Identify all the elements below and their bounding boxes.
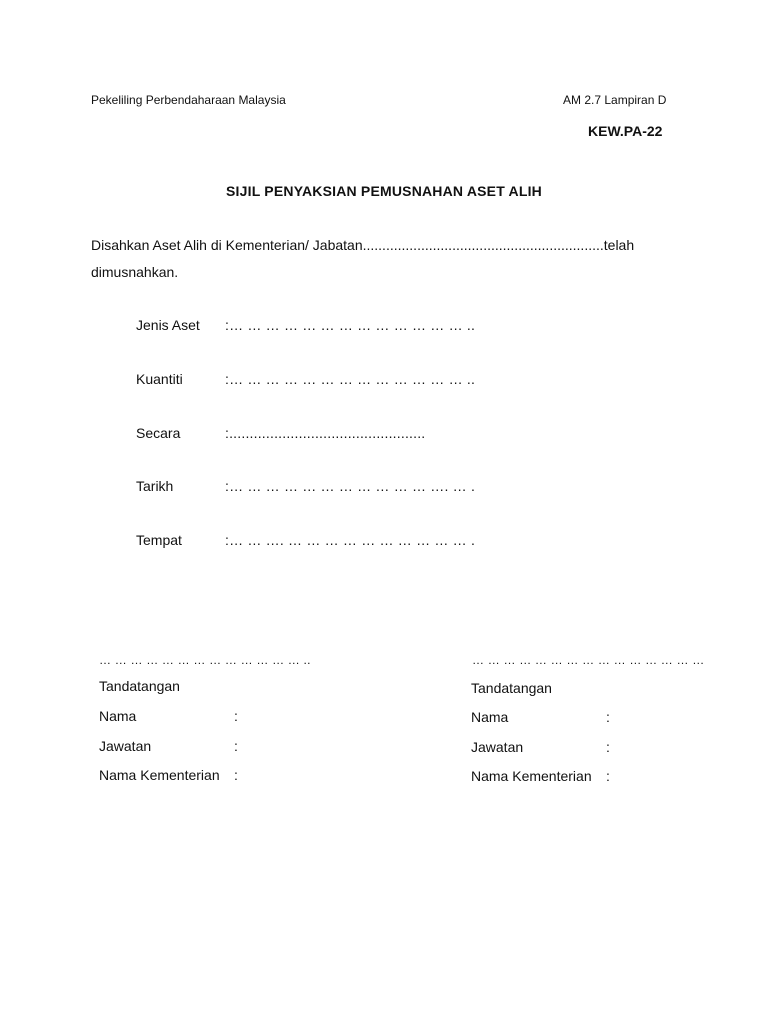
ministry-label-left: Nama Kementerian	[99, 767, 220, 783]
name-colon-right: :	[606, 709, 610, 725]
field-label-quantity: Kuantiti	[136, 371, 183, 387]
field-label-date: Tarikh	[136, 478, 174, 494]
field-value-asset-type: :… … … … … … … … … … … … … ..	[225, 317, 476, 333]
position-label-right: Jawatan	[471, 739, 524, 755]
field-value-quantity: :… … … … … … … … … … … … … ..	[225, 371, 476, 387]
ministry-colon-right: :	[606, 768, 610, 784]
position-label-left: Jawatan	[99, 738, 152, 754]
name-colon-left: :	[234, 708, 238, 724]
form-code: KEW.PA-22	[588, 123, 663, 139]
intro-line-1: Disahkan Aset Alih di Kementerian/ Jabatan..............................................................telah	[91, 237, 635, 253]
appendix-reference: AM 2.7 Lampiran D	[563, 93, 667, 107]
field-label-place: Tempat	[136, 532, 182, 548]
intro-line-2: dimusnahkan.	[91, 264, 179, 280]
document-title: SIJIL PENYAKSIAN PEMUSNAHAN ASET ALIH	[226, 183, 542, 199]
field-value-place: :… … …. … … … … … … … … … … .	[225, 532, 476, 548]
signature-line-right: … … … … … … … … … … … … … … …	[472, 653, 705, 667]
name-label-right: Nama	[471, 709, 509, 725]
field-label-asset-type: Jenis Aset	[136, 317, 200, 333]
ministry-colon-left: :	[234, 767, 238, 783]
field-value-method: :................................................	[225, 425, 426, 441]
position-colon-right: :	[606, 739, 610, 755]
position-colon-left: :	[234, 738, 238, 754]
signature-line-left: … … … … … … … … … … … … … ..	[99, 653, 311, 667]
signature-label-right: Tandatangan	[471, 680, 552, 696]
name-label-left: Nama	[99, 708, 137, 724]
field-value-date: :… … … … … … … … … … … …. … .	[225, 478, 476, 494]
field-label-method: Secara	[136, 425, 181, 441]
circular-reference: Pekeliling Perbendaharaan Malaysia	[91, 93, 286, 107]
ministry-label-right: Nama Kementerian	[471, 768, 592, 784]
signature-label-left: Tandatangan	[99, 678, 180, 694]
